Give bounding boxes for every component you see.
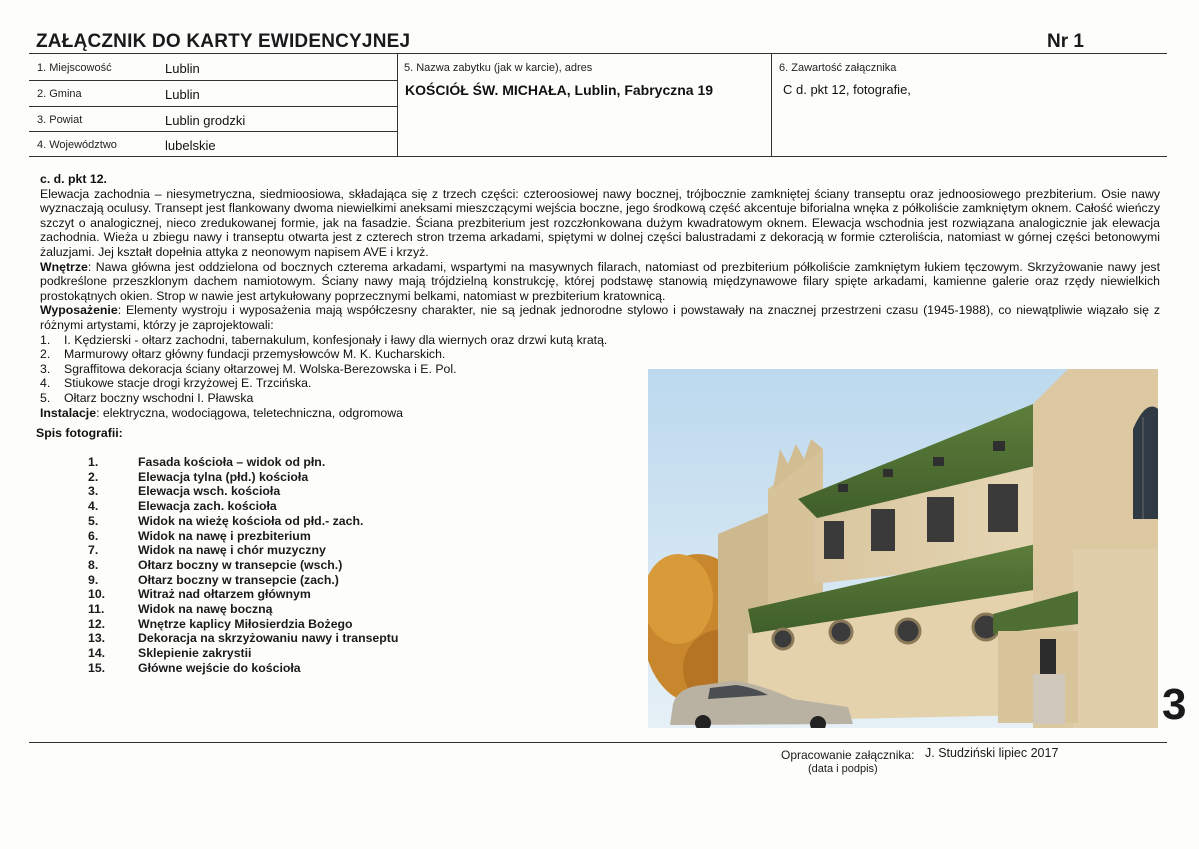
list-item-text: Elewacja tylna (płd.) kościoła	[138, 469, 309, 484]
gmina-label: 2. Gmina	[37, 88, 82, 100]
wyposazenie-label: Wyposażenie	[40, 303, 118, 318]
wyposazenie-paragraph	[36, 303, 1160, 332]
instalacje-text: : elektryczna, wodociągowa, teletechniczna, odgromowa	[96, 405, 403, 420]
row-rule-3	[29, 131, 397, 132]
powiat-label: 3. Powiat	[37, 114, 83, 126]
list-item-text: Ołtarz boczny w transepcie (wsch.)	[138, 557, 343, 572]
nazwa-value: KOŚCIÓŁ ŚW. MICHAŁA, Lublin, Fabryczna 19	[405, 82, 714, 98]
list-item-text: Widok na nawę boczną	[138, 602, 273, 617]
gmina-value: Lublin	[165, 87, 200, 102]
list-item-number: 2.	[88, 469, 99, 484]
col-divider-1	[397, 53, 398, 156]
list-item-number: 10.	[88, 587, 106, 602]
list-item-number: 5.	[88, 513, 99, 528]
list-item-text: Główne wejście do kościoła	[138, 660, 301, 675]
wnetrze-text: : Nawa główna jest oddzielona od bocznych czterema arkadami, wspartymi na masywnych filarach, natomiast od prezbiterium półkoliście zamkniętym łukiem tęczowym. Skrzyżowanie nawy jest podkreślone przeszklonym dachem namiotowym. Ściany nawy mają trójdzielną konstrukcję, której podstawę stanowią międzynawowe filary spięte arkadami, kamienne galerie oraz rzędy niewielkich prostokątnych okien. Strop w nawie jest artykułowany poprzecznymi belkami, natomiast w prezbiterium kratownicą.	[40, 259, 1160, 303]
list-item-text: Widok na nawę i prezbiterium	[138, 528, 311, 543]
row-rule-2	[29, 106, 397, 107]
list-item	[88, 602, 398, 617]
photo-list-title: Spis fotografii:	[36, 426, 123, 441]
list-item-number: 1.	[88, 455, 99, 469]
list-item	[88, 455, 398, 470]
list-item	[88, 470, 398, 485]
footer-signature: J. Studziński lipiec 2017	[925, 746, 1059, 760]
list-item-text: I. Kędzierski - ołtarz zachodni, tabernakulum, konfesjonały i ławy dla wiernych oraz drzwi kutą kratą.	[64, 332, 608, 347]
list-item	[88, 661, 398, 676]
page-number: 3	[1162, 680, 1187, 729]
list-item	[88, 573, 398, 588]
footer-rule	[29, 742, 1167, 743]
list-item-text: Wnętrze kaplicy Miłosierdzia Bożego	[138, 616, 353, 631]
list-item	[36, 347, 1160, 362]
row-rule-1	[29, 80, 397, 81]
list-item-number: 7.	[88, 543, 99, 558]
zawartosc-value: C d. pkt 12, fotografie,	[783, 82, 911, 97]
elewacja-paragraph: Elewacja zachodnia – niesymetryczna, siedmioosiowa, składająca się z trzech części: czteroosiowej nawy bocznej, trójbocznie zamkniętej ściany transeptu oraz jednoosiowego prezbiterium. Osie nawy wyznaczają oculusy. Transept jest flankowany dwoma niewielkimi aneksami mieszczącymi wejścia boczne, jego środkową część akcentuje biforialna wnęka z półkoliście zamkniętym oknem. Całość wieńczy szczyt o analogicznej, nieco zredukowanej formie, jak na fasadzie. Ściana prezbiterium jest rozczłonkowana dużym kwadratowym oknem. Elewacja wschodnia jest rozwiązana analogicznie jak elewacja zachodnia. Wieża u zbiegu nawy i transeptu otwarta jest z czterech stron trzema arkadami, spiętymi w dolnej części balustradami z dekoracją w formie czteroliścia, natomiast w górnej części betonowymi żaluzjami. Jej kształt dopełnia attyka z neonowym napisem AVE i krzyż.	[40, 186, 1160, 259]
instalacje-label: Instalacje	[40, 405, 97, 420]
list-item	[88, 558, 398, 573]
header-bottom-rule	[29, 156, 1167, 157]
list-item-text: Dekoracja na skrzyżowaniu nawy i transeptu	[138, 631, 399, 646]
header-top-rule	[29, 53, 1167, 54]
list-item-number: 12.	[88, 616, 106, 631]
cd-heading: c. d. pkt 12.	[40, 172, 107, 186]
list-item-text: Witraż nad ołtarzem głównym	[138, 587, 311, 602]
list-item	[88, 631, 398, 646]
footer-sublabel: (data i podpis)	[808, 763, 878, 775]
list-item	[88, 543, 398, 558]
list-item-text: Sklepienie zakrystii	[138, 646, 252, 661]
list-item-number: 8.	[88, 557, 99, 572]
list-item-number: 9.	[88, 572, 99, 587]
list-item-text: Stiukowe stacje drogi krzyżowej E. Trzcińska.	[64, 376, 312, 391]
footer-label: Opracowanie załącznika:	[781, 748, 915, 762]
list-item-text: Widok na nawę i chór muzyczny	[138, 543, 326, 558]
church-photo	[648, 369, 1158, 728]
list-item	[88, 514, 398, 529]
document-title: ZAŁĄCZNIK DO KARTY EWIDENCYJNEJ	[36, 31, 411, 52]
list-item-text: Elewacja wsch. kościoła	[138, 484, 281, 499]
wojewodztwo-label: 4. Województwo	[37, 139, 117, 151]
zawartosc-label: 6. Zawartość załącznika	[779, 62, 897, 74]
list-item-number: 3.	[88, 484, 99, 499]
list-item	[88, 499, 398, 514]
list-item-number: 14.	[88, 646, 106, 661]
powiat-value: Lublin grodzki	[165, 113, 246, 128]
list-item	[88, 617, 398, 632]
list-item	[88, 587, 398, 602]
list-item	[88, 529, 398, 544]
list-item-number: 4.	[88, 499, 99, 514]
list-item-text: Ołtarz boczny w transepcie (zach.)	[138, 572, 339, 587]
list-item-number: 15.	[88, 660, 106, 675]
wnetrze-label: Wnętrze	[40, 259, 88, 274]
list-item-text: Marmurowy ołtarz główny fundacji przemysłowców M. K. Kucharskich.	[64, 347, 446, 362]
miejscowosc-value: Lublin	[165, 61, 200, 76]
list-item-number: 11.	[88, 602, 105, 617]
list-item-text: Elewacja zach. kościoła	[138, 499, 277, 514]
list-item	[36, 333, 1160, 348]
wyposazenie-text: : Elementy wystroju i wyposażenia mają współczesny charakter, nie są jednak jednorodne stylowo i powstawały na znacznej przestrzeni czasu (1945-1988), co niewątpliwie wiązało się z różnymi artystami, którzy je zaprojektowali:	[40, 303, 1160, 332]
wnetrze-paragraph	[36, 260, 1160, 304]
col-divider-2	[771, 53, 772, 156]
nazwa-label: 5. Nazwa zabytku (jak w karcie), adres	[404, 62, 593, 74]
list-item-number: 5.	[40, 390, 51, 405]
list-item	[88, 484, 398, 499]
list-item-text: Fasada kościoła – widok od płn.	[138, 455, 326, 469]
list-item-number: 13.	[88, 631, 106, 646]
photo-list	[88, 455, 398, 676]
list-item-number: 6.	[88, 528, 99, 543]
list-item-text: Ołtarz boczny wschodni I. Pławska	[64, 390, 254, 405]
list-item-number: 4.	[40, 376, 51, 391]
wojewodztwo-value: lubelskie	[165, 138, 216, 153]
list-item-text: Widok na wieżę kościoła od płd.- zach.	[138, 513, 364, 528]
document-number: Nr 1	[1047, 31, 1084, 52]
list-item-text: Sgraffitowa dekoracja ściany ołtarzowej M. Wolska-Berezowska i E. Pol.	[64, 361, 457, 376]
list-item-number: 3.	[40, 361, 51, 376]
list-item	[88, 646, 398, 661]
list-item-number: 2.	[40, 347, 51, 362]
miejscowosc-label: 1. Miejscowość	[37, 62, 112, 74]
list-item-number: 1.	[40, 332, 51, 347]
